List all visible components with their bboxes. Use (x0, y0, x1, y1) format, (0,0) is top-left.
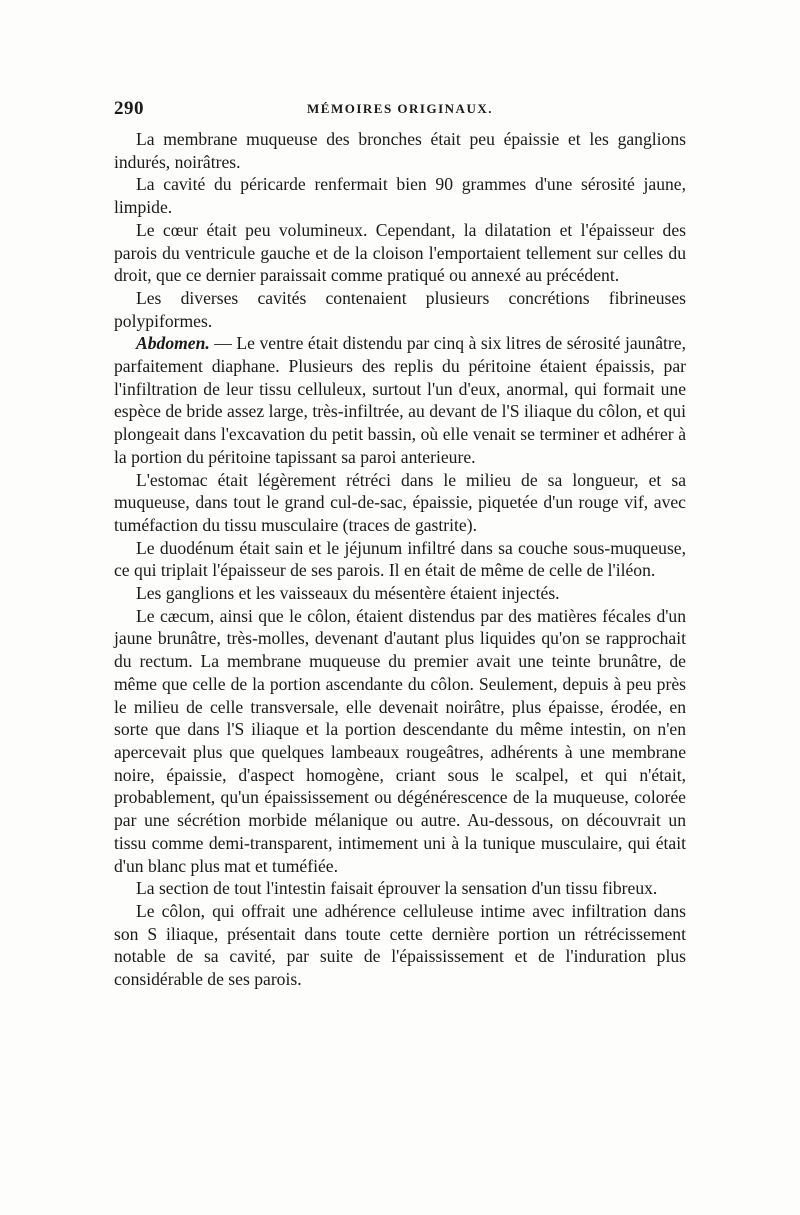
paragraph-colon (114, 900, 686, 991)
paragraph-text: Le duodénum était sain et le jéjunum infiltré dans sa couche sous-muqueuse, ce qui triplait l'épaisseur de ses parois. Il en était de même de celle de l'iléon. (114, 537, 686, 581)
paragraph-pericarde (114, 173, 686, 218)
paragraph-coeur (114, 219, 686, 287)
page-number: 290 (114, 98, 144, 119)
paragraph-section-intestin (114, 877, 686, 900)
paragraph-text: Le côlon, qui offrait une adhérence celluleuse intime avec infiltration dans son S iliaque, présentait dans toute cette dernière portion un rétrécissement notable de sa cavité, par suite de l'épaississement et de l'induration plus considérable de ses parois. (114, 900, 686, 990)
paragraph-text: Le cæcum, ainsi que le côlon, étaient distendus par des matières fécales d'un jaune brunâtre, très-molles, devenant d'autant plus liquides qu'on se rapprochait du rectum. La membrane muqueuse du premier avait une teinte brunâtre, de même que celle de la portion ascendante du côlon. Seulement, depuis à peu près le milieu de celle transversale, elle devenait noirâtre, plus épaisse, érodée, en sorte que dans l'S iliaque et la portion descendante du même intestin, on n'en apercevait plus que quelques lambeaux rougeâtres, adhérents à une membrane noire, épaissie, d'aspect homogène, criant sous le scalpel, et qui n'était, probablement, qu'un épaississement ou dégénérescence de la muqueuse, colorée par une sécrétion morbide mélanique ou autre. Au-dessous, on découvrait un tissu comme demi-transparent, intimement uni à la tunique musculaire, qui était d'un blanc plus mat et tuméfiée. (114, 605, 686, 876)
paragraph-estomac (114, 469, 686, 537)
paragraph-text: Les diverses cavités contenaient plusieurs concrétions fibrineuses polypiformes. (114, 287, 686, 331)
paragraph-bronches (114, 128, 686, 173)
paragraph-duodenum (114, 537, 686, 582)
paragraph-text: L'estomac était légèrement rétréci dans le milieu de sa longueur, et sa muqueuse, dans tout le grand cul-de-sac, épaissie, piquetée d'un rouge vif, avec tuméfaction du tissu musculaire (traces de gastrite). (114, 469, 686, 535)
paragraph-caecum (114, 605, 686, 877)
running-title: MÉMOIRES ORIGINAUX. (307, 101, 493, 116)
paragraph-text: La section de tout l'intestin faisait éprouver la sensation d'un tissu fibreux. (136, 878, 658, 899)
paragraph-cavites (114, 287, 686, 332)
paragraph-text: La membrane muqueuse des bronches était peu épaissie et les ganglions indurés, noirâtres. (114, 129, 686, 172)
paragraph-abdomen (114, 332, 686, 468)
paragraph-text: Le cœur était peu volumineux. Cependant, la dilatation et l'épaisseur des parois du ventricule gauche et de la cloison l'emportaient tellement sur celles du droit, que ce dernier paraissait comme pratiqué ou annexé au précédent. (114, 219, 686, 286)
paragraph-text: Les ganglions et les vaisseaux du mésentère étaient injectés. (136, 583, 560, 604)
section-lead-abdomen: Abdomen. (136, 333, 210, 354)
paragraph-text: La cavité du péricarde renfermait bien 90 grammes d'une sérosité jaune, limpide. (114, 174, 686, 218)
paragraph-ganglions (114, 582, 686, 605)
running-header (114, 98, 686, 126)
book-page (114, 98, 686, 991)
paragraph-text: — Le ventre était distendu par cinq à six litres de sérosité jaunâtre, parfaitement diaphane. Plusieurs des replis du péritoine étaient épaissis, par l'infiltration de leur tissu celluleux, surtout l'un d'eux, anormal, qui formait une espèce de bride assez large, très-infiltrée, au devant de l'S iliaque du côlon, et qui plongeait dans l'excavation du petit bassin, où elle venait se terminer et adhérer à la portion du péritoine tapissant sa paroi anterieure. (114, 333, 686, 467)
